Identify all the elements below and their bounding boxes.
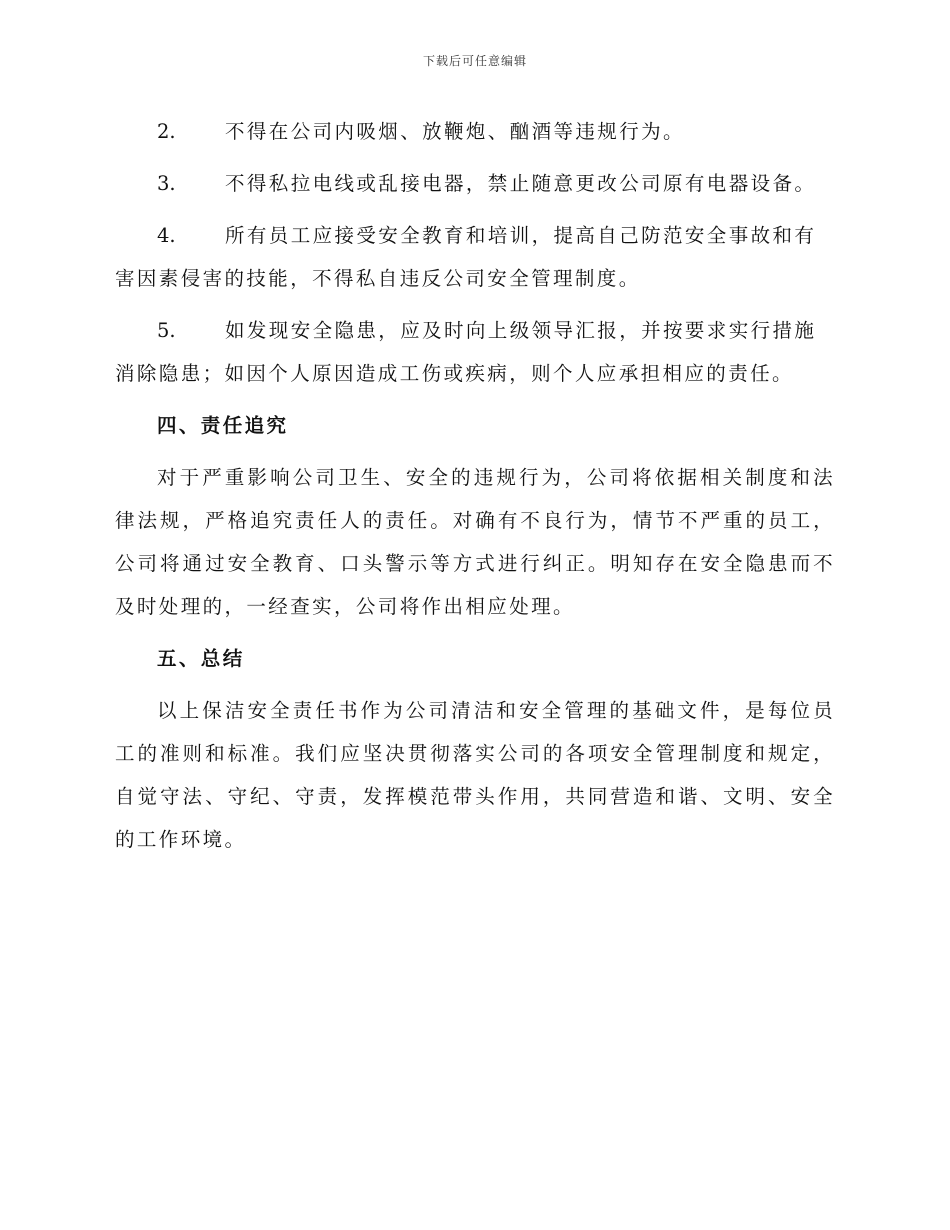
list-item-number: 3. — [157, 172, 176, 195]
section-body-accountability: 对于严重影响公司卫生、安全的违规行为，公司将依据相关制度和法律法规，严格追究责任人的责任。对确有不良行为，情节不严重的员工，公司将通过安全教育、口头警示等方式进行纠正。明知存在安全隐患而不及时处理的，一经查实，公司将作出相应处理。 — [115, 466, 835, 618]
list-item-text: 如发现安全隐患，应及时向上级领导汇报，并按要求实行措施消除隐患；如因个人原因造成工伤或疾病，则个人应承担相应的责任。 — [115, 319, 817, 385]
section-heading-accountability: 四、责任追究 — [157, 414, 289, 437]
list-item — [115, 309, 835, 395]
section-heading-summary: 五、总结 — [157, 647, 245, 670]
list-item — [115, 162, 835, 205]
header-note: 下载后可任意编辑 — [422, 54, 527, 68]
list-item-number: 2. — [157, 120, 176, 143]
list-item — [115, 110, 835, 153]
list-item — [115, 214, 835, 300]
document-content — [115, 110, 835, 870]
list-item-number: 5. — [157, 319, 176, 342]
list-item-text: 不得私拉电线或乱接电器，禁止随意更改公司原有电器设备。 — [225, 172, 817, 195]
list-item-text: 不得在公司内吸烟、放鞭炮、酗酒等违规行为。 — [225, 120, 685, 143]
list-item-number: 4. — [157, 224, 176, 247]
section-body-summary: 以上保洁安全责任书作为公司清洁和安全管理的基础文件，是每位员工的准则和标准。我们应坚决贯彻落实公司的各项安全管理制度和规定，自觉守法、守纪、守责，发挥模范带头作用，共同营造和谐、文明、安全的工作环境。 — [115, 699, 835, 851]
list-item-text: 所有员工应接受安全教育和培训，提高自己防范安全事故和有害因素侵害的技能，不得私自违反公司安全管理制度。 — [115, 224, 817, 290]
